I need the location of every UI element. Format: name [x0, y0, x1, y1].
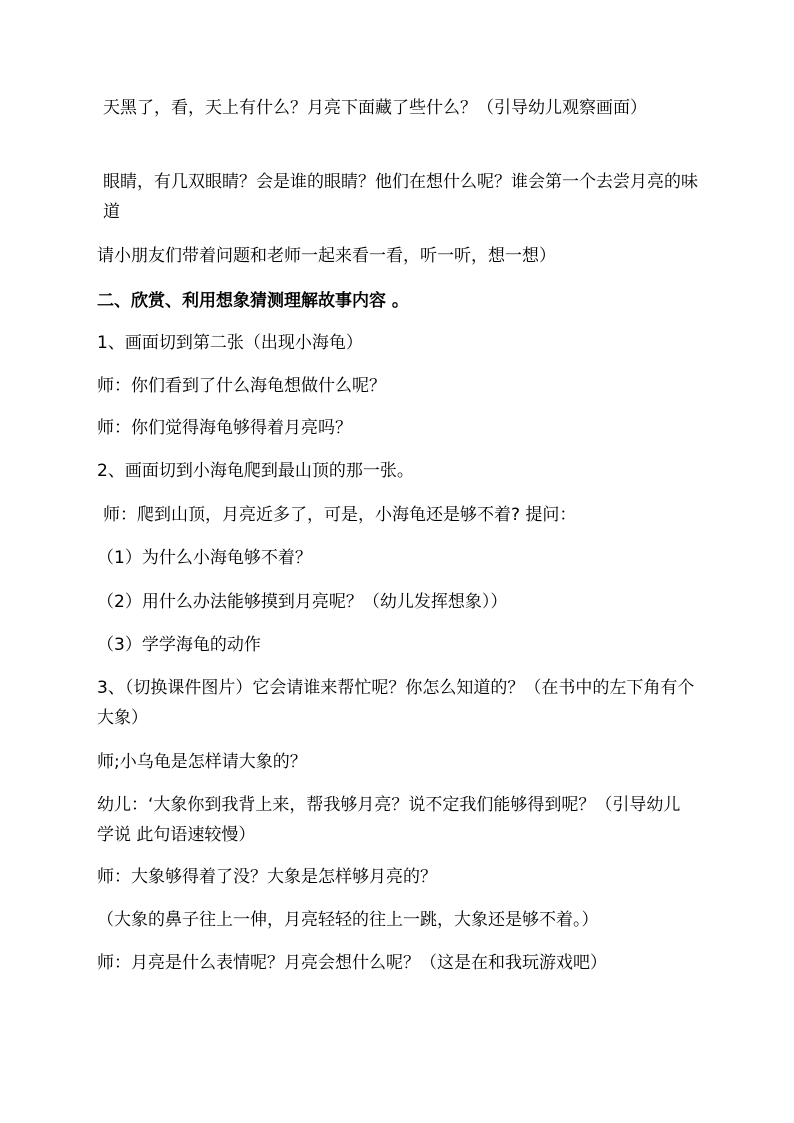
elephant-description: （大象的鼻子往上一伸，月亮轻轻的往上一跳，大象还是够不着。） — [97, 910, 599, 930]
teacher-line-1: 师：你们看到了什么海龟想做什么呢？ — [97, 376, 386, 396]
section-heading-two: 二、欣赏、利用想象猜测理解故事内容 。 — [97, 291, 409, 311]
paragraph-eyes-question: 眼睛，有几双眼睛？会是谁的眼睛？他们在想什么呢？谁会第一个去尝月亮的味道 — [103, 172, 698, 222]
paragraph-invite-children: 请小朋友们带着问题和老师一起来看一看，听一听，想一想） — [97, 246, 556, 266]
child-line: 幼儿：‘大象你到我背上来，帮我够月亮？说不定我们能够得到呢？（引导幼儿学说 此句语速较慢） — [97, 795, 681, 845]
teacher-line-2: 师：你们觉得海龟够得着月亮吗？ — [97, 418, 352, 438]
question-1: （1）为什么小海龟够不着？ — [97, 548, 312, 568]
question-3: （3）学学海龟的动作 — [97, 635, 261, 655]
step-three: 3、（切换课件图片）它会请谁来帮忙呢？你怎么知道的？（在书中的左下角有个大象） — [97, 678, 695, 728]
teacher-line-3: 师：爬到山顶，月亮近多了，可是，小海龟还是够不着? 提问： — [103, 505, 577, 525]
question-2: （2）用什么办法能够摸到月亮呢？（幼儿发挥想象）） — [97, 592, 508, 612]
paragraph-intro-question: 天黑了，看，天上有什么？月亮下面藏了些什么？（引导幼儿观察画面） — [103, 98, 647, 118]
step-one: 1、画面切到第二张（出现小海龟） — [97, 333, 363, 353]
step-two: 2、画面切到小海龟爬到最山顶的那一张。 — [97, 461, 414, 481]
teacher-line-4: 师;小乌龟是怎样请大象的？ — [97, 752, 307, 772]
teacher-line-6: 师：月亮是什么表情呢？月亮会想什么呢？（这是在和我玩游戏吧） — [97, 953, 607, 973]
teacher-line-5: 师：大象够得着了没？大象是怎样够月亮的？ — [97, 867, 437, 887]
